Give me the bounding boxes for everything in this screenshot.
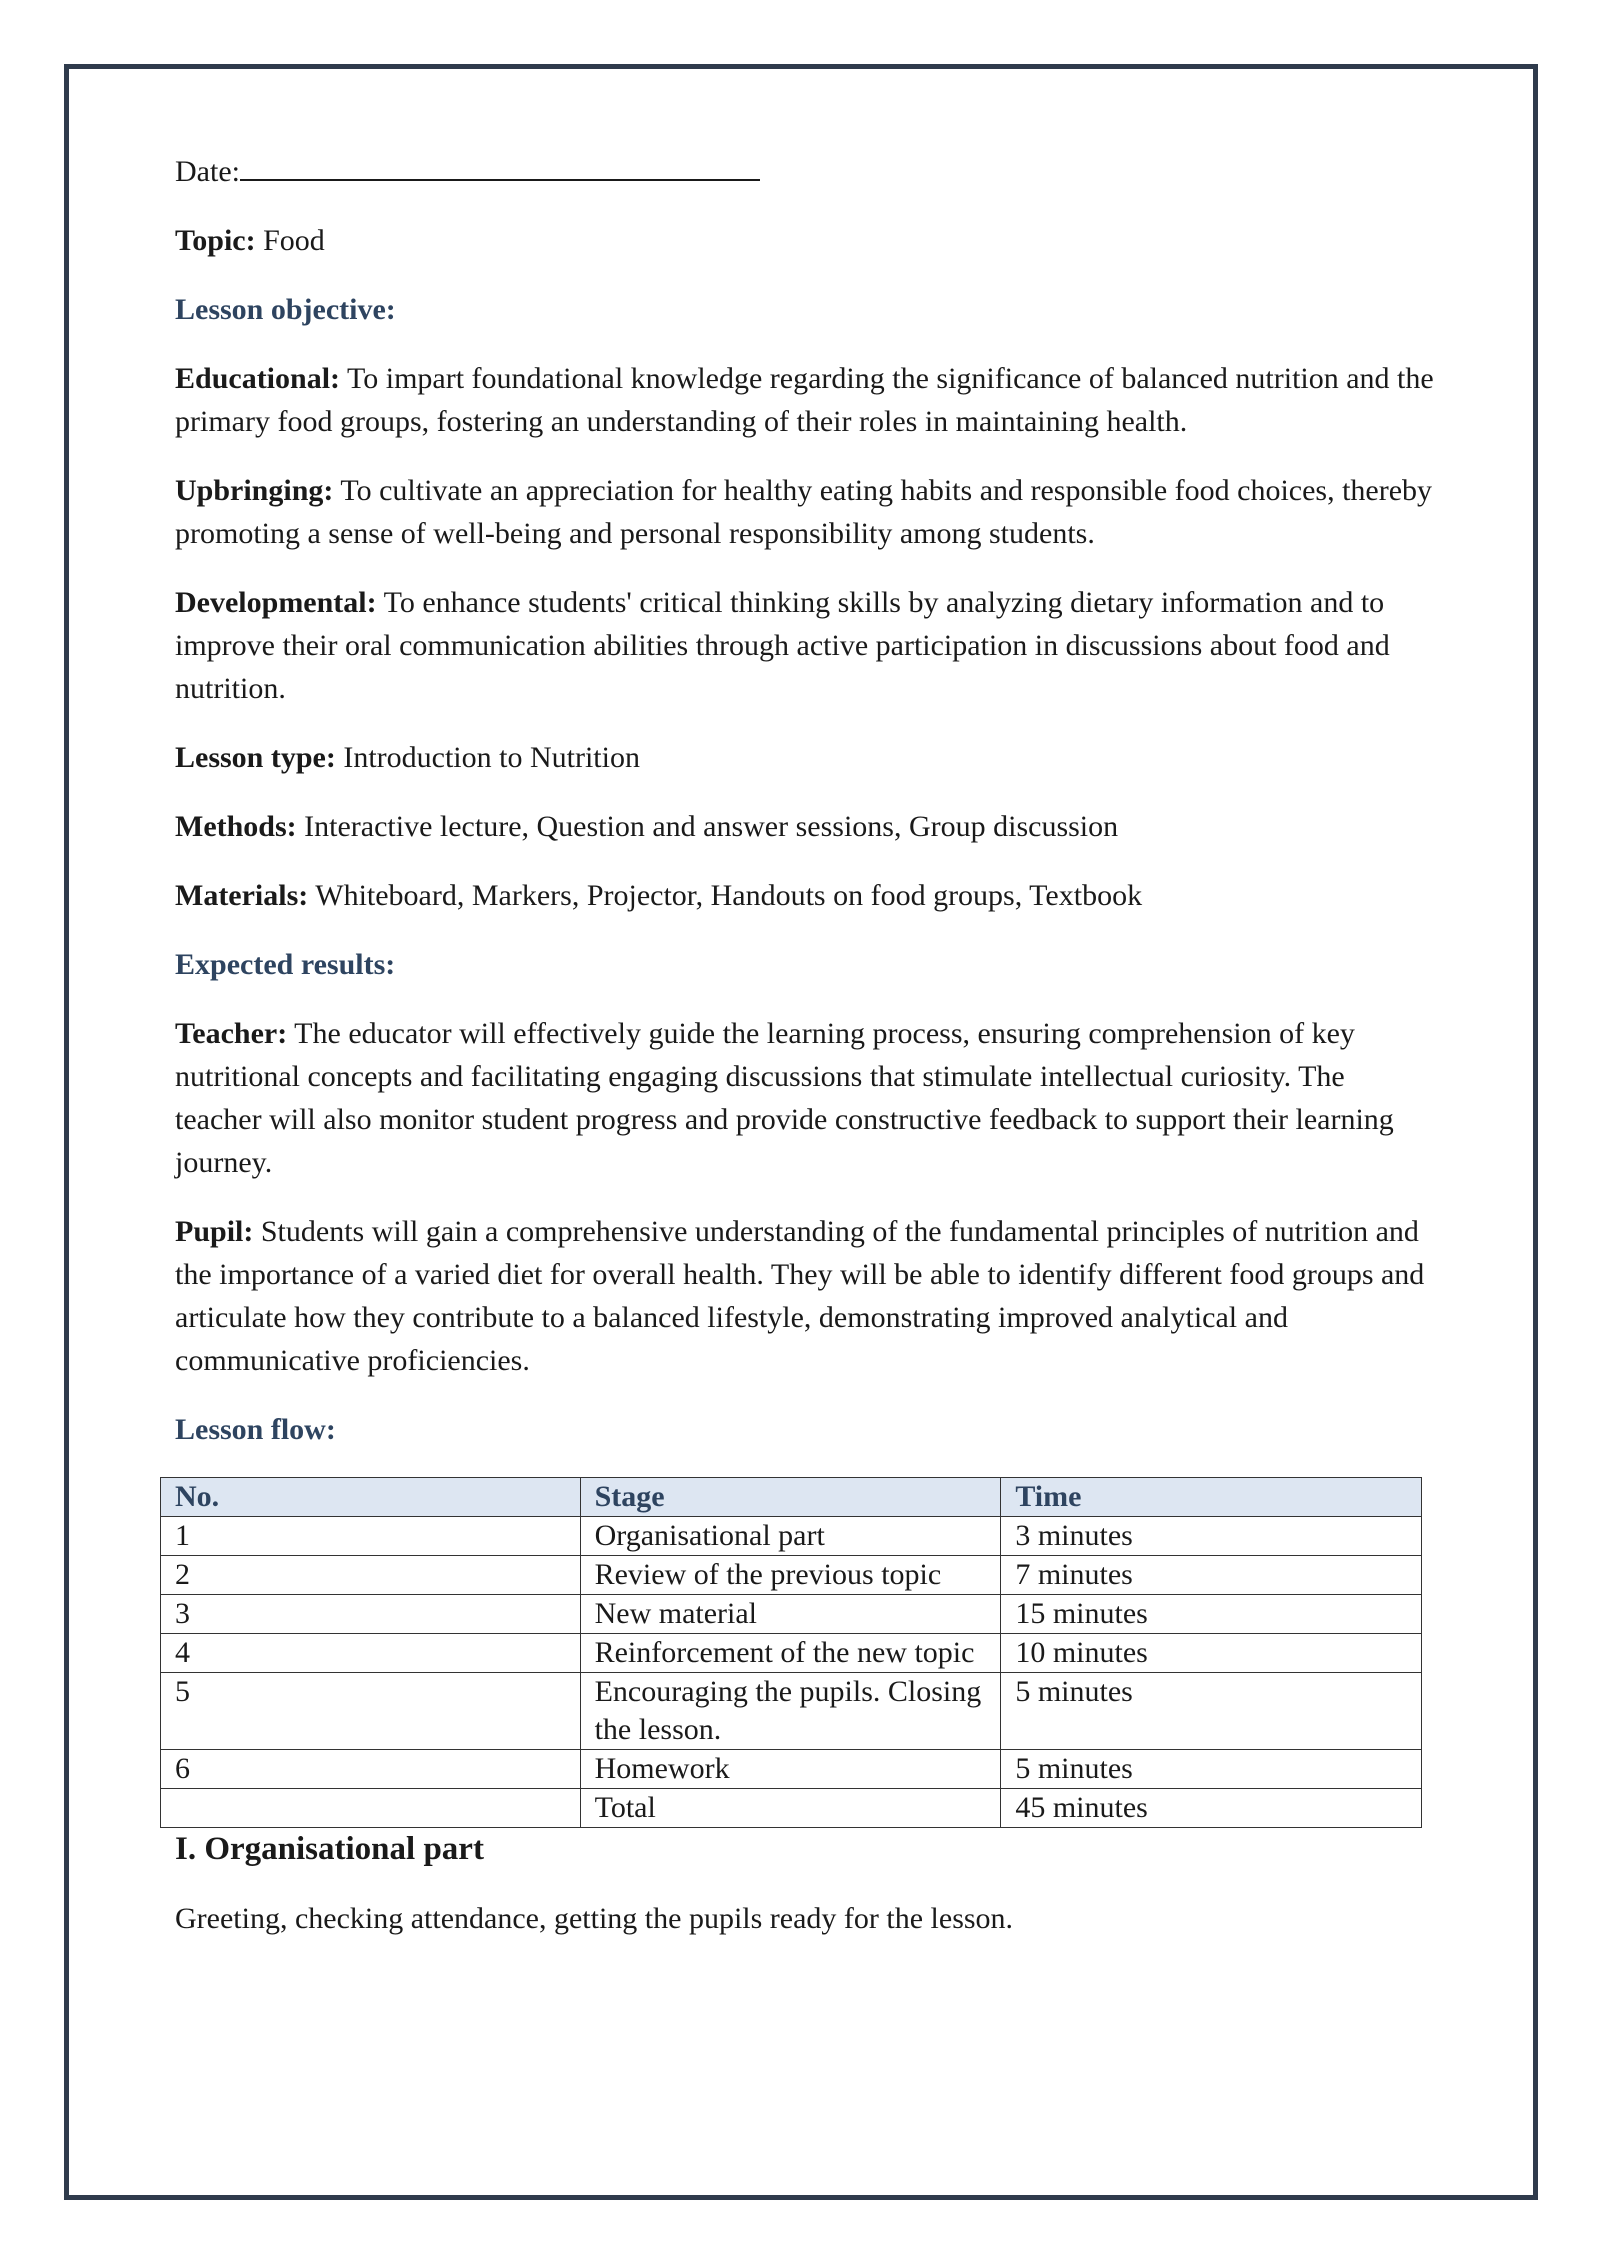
- expected-results-heading: Expected results:: [175, 948, 396, 981]
- row-no: 3: [161, 1595, 581, 1634]
- lesson-objective-heading: Lesson objective:: [175, 293, 396, 326]
- table-row: [161, 1750, 1422, 1789]
- row-no: 1: [161, 1517, 581, 1556]
- materials-label: Materials:: [175, 879, 309, 912]
- row-stage: Encouraging the pupils. Closing the lesson.: [580, 1673, 1001, 1750]
- methods-value: Interactive lecture, Question and answer sessions, Group discussion: [304, 810, 1119, 843]
- column-header-no: No.: [161, 1478, 581, 1517]
- pupil-text: Students will gain a comprehensive understanding of the fundamental principles of nutrition and the importance of a varied diet for overall health. They will be able to identify different food groups and articulate how they contribute to a balanced lifestyle, demonstrating improved analytical and communicative proficiencies.: [175, 1215, 1425, 1377]
- methods-label: Methods:: [175, 810, 297, 843]
- teacher-label: Teacher:: [175, 1017, 288, 1050]
- row-time: 5 minutes: [1001, 1750, 1422, 1789]
- topic-label: Topic:: [175, 224, 256, 257]
- developmental-label: Developmental:: [175, 586, 377, 619]
- total-label: Total: [580, 1789, 1001, 1828]
- table-row: [161, 1673, 1422, 1750]
- table-row: [161, 1634, 1422, 1673]
- column-header-stage: Stage: [580, 1478, 1001, 1517]
- upbringing-label: Upbringing:: [175, 474, 334, 507]
- topic: [175, 219, 1435, 262]
- section-text-organisational: Greeting, checking attendance, getting the pupils ready for the lesson.: [175, 1902, 1014, 1935]
- section-title-organisational: I. Organisational part: [175, 1831, 484, 1867]
- total-no: [161, 1789, 581, 1828]
- materials-value: Whiteboard, Markers, Projector, Handouts on food groups, Textbook: [315, 879, 1143, 912]
- date-label: Date:: [175, 155, 240, 188]
- materials: [175, 874, 1435, 917]
- date-blank: [240, 151, 760, 181]
- row-stage: Reinforcement of the new topic: [580, 1634, 1001, 1673]
- row-stage: Homework: [580, 1750, 1001, 1789]
- pupil-result: [175, 1210, 1435, 1382]
- row-time: 7 minutes: [1001, 1556, 1422, 1595]
- educational-objective: [175, 357, 1435, 443]
- table-row: [161, 1556, 1422, 1595]
- table-row: [161, 1517, 1422, 1556]
- educational-label: Educational:: [175, 362, 341, 395]
- teacher-result: [175, 1012, 1435, 1184]
- row-time: 10 minutes: [1001, 1634, 1422, 1673]
- methods: [175, 805, 1435, 848]
- upbringing-text: To cultivate an appreciation for healthy eating habits and responsible food choices, thereby promoting a sense of well-being and personal responsibility among students.: [175, 474, 1433, 550]
- lesson-type-label: Lesson type:: [175, 741, 336, 774]
- row-time: 15 minutes: [1001, 1595, 1422, 1634]
- row-stage: Review of the previous topic: [580, 1556, 1001, 1595]
- topic-value: Food: [263, 224, 325, 257]
- row-no: 5: [161, 1673, 581, 1750]
- developmental-objective: [175, 581, 1435, 710]
- developmental-text: To enhance students' critical thinking skills by analyzing dietary information and to improve their oral communication abilities through active participation in discussions about food and nutrition.: [175, 586, 1390, 705]
- row-stage: Organisational part: [580, 1517, 1001, 1556]
- row-no: 6: [161, 1750, 581, 1789]
- table-header-row: [161, 1478, 1422, 1517]
- teacher-text: The educator will effectively guide the learning process, ensuring comprehension of key nutritional concepts and facilitating engaging discussions that stimulate intellectual curiosity. The teacher will also monitor student progress and provide constructive feedback to support their learning journey.: [175, 1017, 1394, 1179]
- total-time: 45 minutes: [1001, 1789, 1422, 1828]
- lesson-type: [175, 736, 1435, 779]
- row-no: 4: [161, 1634, 581, 1673]
- pupil-label: Pupil:: [175, 1215, 254, 1248]
- lesson-flow-heading: Lesson flow:: [175, 1413, 336, 1446]
- row-time: 3 minutes: [1001, 1517, 1422, 1556]
- column-header-time: Time: [1001, 1478, 1422, 1517]
- educational-text: To impart foundational knowledge regarding the significance of balanced nutrition and the primary food groups, fostering an understanding of their roles in maintaining health.: [175, 362, 1434, 438]
- upbringing-objective: [175, 469, 1435, 555]
- row-time: 5 minutes: [1001, 1673, 1422, 1750]
- table-row: [161, 1595, 1422, 1634]
- table-total-row: [161, 1789, 1422, 1828]
- lesson-flow-table: [160, 1477, 1422, 1828]
- row-no: 2: [161, 1556, 581, 1595]
- document-body: [175, 150, 1435, 1966]
- row-stage: New material: [580, 1595, 1001, 1634]
- date-line: [175, 150, 1435, 193]
- lesson-type-value: Introduction to Nutrition: [343, 741, 640, 774]
